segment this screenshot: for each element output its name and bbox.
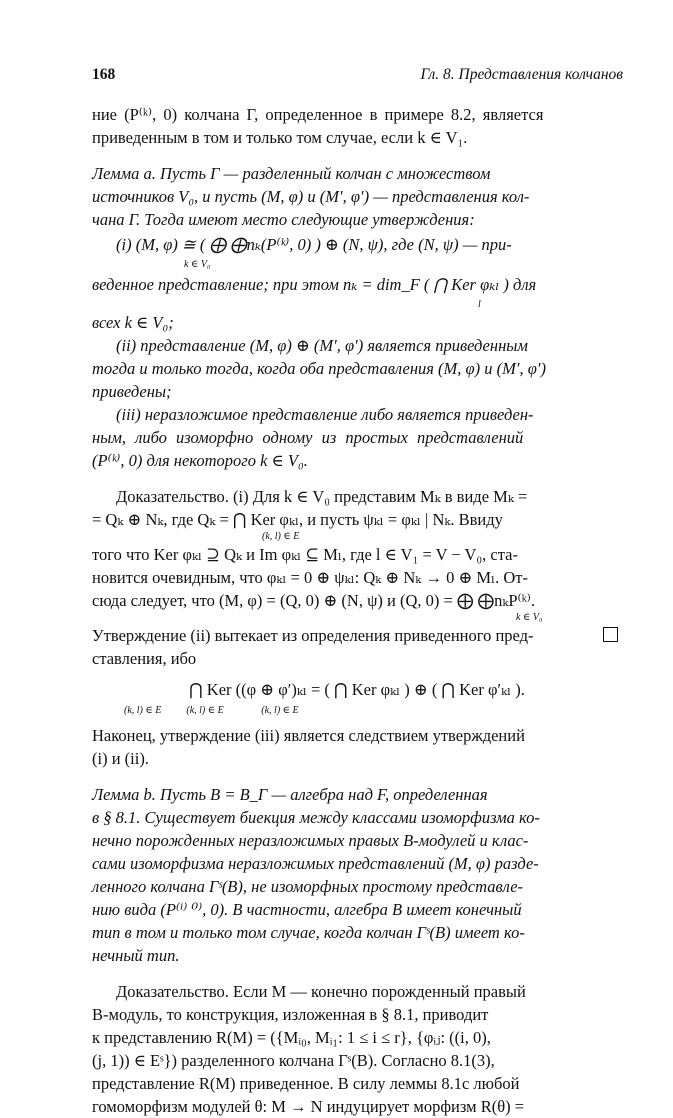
text-line: приведенным в том и только том случае, если k ∈ V₁. — [92, 128, 468, 147]
page-number: 168 — [92, 66, 116, 83]
text-line: (ii) представление (M, φ) ⊕ (M′, φ′) является приведенным — [116, 336, 528, 355]
formula-subscript: (k, l) ∈ E — [262, 531, 300, 542]
text-line: B-модуль, то конструкция, изложенная в § 8.1, приводит — [92, 1005, 489, 1024]
formula-subscript: k ∈ V₀ — [184, 259, 211, 270]
text-line: нию вида (P⁽ⁱ⁾ ⁰⁾, 0). В частности, алгебра B имеет конечный — [92, 900, 522, 919]
formula-subscript: (k, l) ∈ E (k, l) ∈ E (k, l) ∈ E — [124, 705, 299, 716]
text-line: источников V₀, и пусть (M, φ) и (M′, φ′) — представления кол- — [92, 187, 530, 206]
text-line: (i) и (ii). — [92, 749, 149, 768]
text-line: (i) (M, φ) ≅ ( ⨁ ⨁nₖ(P⁽ᵏ⁾, 0) ) ⊕ (N, ψ), где (N, ψ) — при- — [116, 235, 512, 254]
text-line: чана Γ. Тогда имеют место следующие утверждения: — [92, 210, 475, 229]
running-title: Гл. 8. Представления колчанов — [420, 66, 623, 83]
text-line: тогда и только тогда, когда оба представления (M, φ) и (M′, φ′) — [92, 359, 546, 378]
text-line: ным, либо изоморфно одному из простых представлений — [92, 428, 524, 447]
text-line: гомоморфизм модулей θ: M → N индуцирует морфизм R(θ) = — [92, 1097, 525, 1116]
text-line: тип в том и только том случае, когда колчан Γˢ(B) имеет ко- — [92, 923, 525, 942]
text-line: новится очевидным, что φₖₗ = 0 ⊕ ψₖₗ: Qₖ ⊕ Nₖ → 0 ⊕ Mₗ. От- — [92, 568, 528, 587]
text-line: приведены; — [92, 382, 172, 401]
text-line: Наконец, утверждение (iii) является следствием утверждений — [92, 726, 525, 745]
text-line: того что Ker φₖₗ ⊇ Qₖ и Im φₖₗ ⊆ Mₗ, где l ∈ V₁ = V − V₀, ста- — [92, 545, 518, 564]
text-line: сами изоморфизма неразложимых представлений (M, φ) разде- — [92, 854, 539, 873]
text-line: веденное представление; при этом nₖ = dim_F ( ⋂ Ker φₖₗ ) для — [92, 275, 537, 294]
proof-a-line: Доказательство. (i) Для k ∈ V₀ представим Mₖ в виде Mₖ = — [116, 487, 528, 506]
text-line: в § 8.1. Существует биекция между классами изоморфизма ко- — [92, 808, 540, 827]
formula-subscript: l — [478, 299, 481, 310]
proof-b-line: Доказательство. Если M — конечно порожденный правый — [116, 982, 526, 1001]
lemma-a-heading: Лемма a. Пусть Γ — разделенный колчан с множеством — [92, 164, 491, 183]
text-line: ставления, ибо — [92, 649, 197, 668]
text-line: нечно порожденных неразложимых правых B-модулей и клас- — [92, 831, 529, 850]
text-line: (iii) неразложимое представление либо является приведен- — [116, 405, 534, 424]
text-line: = Qₖ ⊕ Nₖ, где Qₖ = ⋂ Ker φₖₗ, и пусть ψₖₗ = φₖₗ | Nₖ. Ввиду — [92, 510, 503, 529]
text-line: (P⁽ᵏ⁾, 0) для некоторого k ∈ V₀. — [92, 451, 308, 470]
lemma-b-heading: Лемма b. Пусть B = B_Γ — алгебра над F, определенная — [92, 785, 488, 804]
text-line: ние (P⁽ᵏ⁾, 0) колчана Γ, определенное в примере 8.2, является — [92, 105, 544, 124]
text-line: Утверждение (ii) вытекает из определения приведенного пред- — [92, 626, 534, 645]
text-line: сюда следует, что (M, φ) = (Q, 0) ⊕ (N, ψ) и (Q, 0) = ⨁ ⨁nₖP⁽ᵏ⁾. — [92, 591, 535, 610]
display-formula: ⋂ Ker ((φ ⊕ φ′)ₖₗ = ( ⋂ Ker φₖₗ ) ⊕ ( ⋂ Ker φ′ₖₗ ). — [189, 680, 525, 699]
text-line: представление R(M) приведенное. В силу леммы 8.1c любой — [92, 1074, 520, 1093]
formula-subscript: k ∈ V₀ — [516, 612, 543, 623]
text-line: нечный тип. — [92, 946, 180, 965]
text-line: к представлению R(M) = ({Mᵢ₀, Mᵢ₁: 1 ≤ i ≤ r}, {φᵢⱼ: ((i, 0), — [92, 1028, 491, 1047]
text-line: всех k ∈ V₀; — [92, 313, 174, 332]
page-body — [92, 103, 622, 1118]
qed-square-icon — [603, 627, 618, 642]
page-header — [92, 66, 623, 88]
text-line: (j, 1)) ∈ Eˢ}) разделенного колчана Γˢ(B). Согласно 8.1(3), — [92, 1051, 495, 1070]
text-line: ленного колчана Γˢ(B), не изоморфных простому представле- — [92, 877, 524, 896]
